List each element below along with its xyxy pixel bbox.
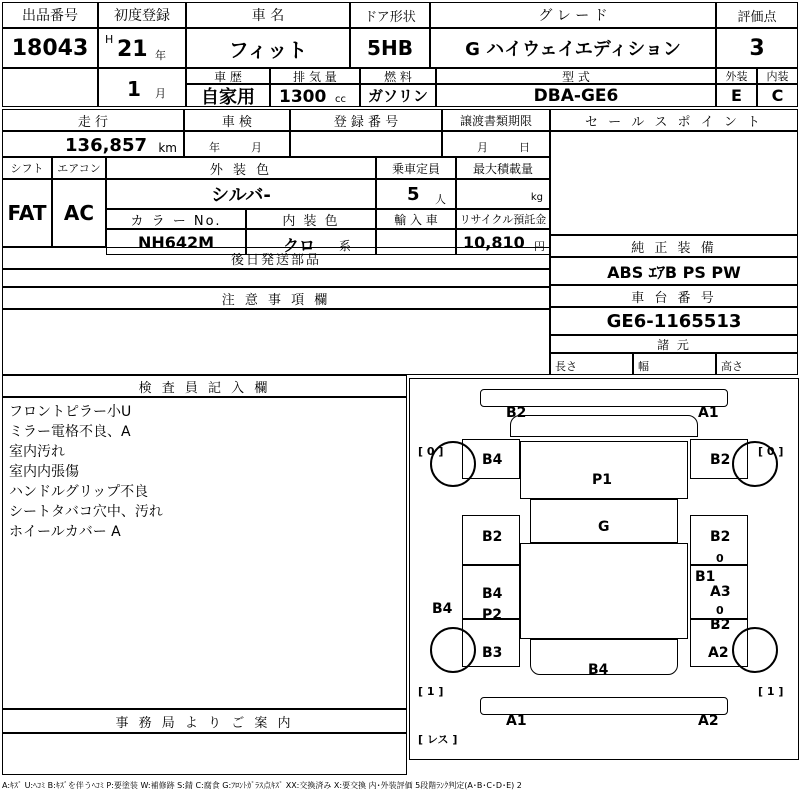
inspector-label: 検 査 員 記 入 欄 (2, 375, 407, 397)
caution-value (2, 309, 550, 375)
damage-mark: P2 (482, 607, 503, 623)
inspector-line: ミラー電格不良、A (9, 424, 131, 440)
reg-no-value (290, 131, 442, 157)
transfer-label: 譲渡書類期限 (442, 109, 550, 131)
damage-mark: B2 (710, 617, 731, 633)
disp-unit: cc (335, 94, 346, 105)
reg-month-cell (98, 68, 186, 107)
ext-color-label: 外 装 色 (106, 157, 376, 179)
damage-mark: 0 (716, 604, 724, 617)
ext-grade-value: E (716, 84, 757, 107)
color-no-label: カ ラ ー No. (106, 209, 246, 229)
damage-mark: B2 (710, 529, 731, 545)
damage-mark: B4 (588, 662, 609, 678)
shaken-month-unit: 月 (251, 141, 262, 154)
damage-mark: B4 (432, 601, 453, 617)
hood (510, 415, 698, 437)
transfer-month-unit: 月 (477, 141, 488, 154)
sales-point-value (550, 131, 798, 235)
later-ship-value (2, 269, 550, 287)
door-value: 5HB (350, 28, 430, 68)
seats-value (376, 179, 456, 209)
mileage-value (2, 131, 184, 157)
damage-mark: [ 1 ] (418, 685, 444, 698)
car-damage-diagram (409, 378, 799, 760)
mileage-unit: km (158, 141, 177, 155)
reg-month: 1 (127, 77, 141, 101)
era-mark: H (105, 33, 114, 46)
damage-mark: B2 (710, 452, 731, 468)
shift-value: FAT (2, 179, 52, 247)
int-color-label: 内 装 色 (246, 209, 376, 229)
damage-mark: B1 (695, 569, 716, 585)
grade-value: G ハイウェイエディション (430, 28, 716, 68)
first-reg-year-unit: 年 (155, 49, 166, 62)
damage-mark: A1 (698, 405, 719, 421)
first-reg-year: 21 (117, 37, 148, 62)
score-label: 評価点 (716, 2, 798, 28)
length-label (550, 353, 633, 375)
blank-cell-1 (2, 68, 98, 107)
car-name-label: 車 名 (186, 2, 350, 28)
ac-value: AC (52, 179, 106, 247)
damage-mark: [ 0 ] (418, 445, 444, 458)
score-value: 3 (716, 28, 798, 68)
first-reg-label: 初度登録 (98, 2, 186, 28)
length-text: 長さ (555, 360, 577, 373)
windshield (520, 441, 688, 499)
recycle-unit: 円 (534, 240, 545, 253)
damage-mark: [ 0 ] (758, 445, 784, 458)
damage-mark: A3 (710, 584, 731, 600)
transfer-day-unit: 日 (519, 141, 530, 154)
mileage-number: 136,857 (65, 135, 147, 156)
seats-unit: 人 (435, 193, 446, 206)
right-rear-wheel (732, 627, 778, 673)
inspector-line: ハンドルグリップ不良 (9, 484, 149, 500)
damage-mark: 0 (716, 552, 724, 565)
ext-color-value: シルバ- (106, 179, 376, 209)
equip-value: ABS ｴｱB PS PW (550, 257, 798, 285)
seats-number: 5 (407, 184, 420, 205)
damage-mark: B3 (482, 645, 503, 661)
inspector-line: フロントピラー小U (9, 404, 132, 420)
office-text (2, 733, 407, 775)
int-grade-label: 内装 (757, 68, 798, 84)
door-label: ドア形状 (350, 2, 430, 28)
legend-footer: A:ｷｽﾞ U:ﾍｺﾐ B:ｷｽﾞを伴うﾍｺﾐ P:要塗装 W:補修跡 S:錆 C:腐食 G:ﾌﾛﾝﾄｶﾞﾗｽ点ｷｽﾞ XX:交換済み X:要交換 内･外装評価 5段階ﾗﾝｸ判定(A･B･C･D･E) 2 (2, 781, 522, 790)
model-value: DBA-GE6 (436, 84, 716, 107)
center-body (520, 543, 688, 639)
lot-no-label: 出品番号 (2, 2, 98, 28)
height-label (716, 353, 798, 375)
shaken-label: 車 検 (184, 109, 290, 131)
fuel-label: 燃 料 (360, 68, 436, 84)
displacement-label: 排 気 量 (270, 68, 360, 84)
int-color-suffix: 系 (339, 239, 352, 253)
shaken-value (184, 131, 290, 157)
sales-point-label: セ ー ル ス ポ イ ン ト (550, 109, 798, 131)
reg-month-unit: 月 (155, 87, 166, 100)
ext-grade-label: 外装 (716, 68, 757, 84)
left-rear-wheel (430, 627, 476, 673)
dimensions-label: 諸 元 (550, 335, 798, 353)
damage-mark: B2 (506, 405, 527, 421)
max-load-value (456, 179, 550, 209)
inspector-notes (2, 397, 407, 709)
chassis-label: 車 台 番 号 (550, 285, 798, 307)
disp-number: 1300 (279, 87, 327, 107)
width-label (633, 353, 716, 375)
grade-label: グ レ ー ド (430, 2, 716, 28)
damage-mark: G (598, 519, 610, 535)
later-ship-label: 後日発送部品 (2, 247, 550, 269)
history-value: 自家用 (186, 84, 270, 107)
reg-no-label: 登 録 番 号 (290, 109, 442, 131)
int-color-text: クロ (283, 236, 316, 255)
shift-label: シフト (2, 157, 52, 179)
ac-label: エアコン (52, 157, 106, 179)
car-name-value: フィット (186, 28, 350, 68)
height-text: 高さ (721, 360, 743, 373)
damage-mark: A2 (698, 713, 719, 729)
damage-mark: B4 (482, 586, 503, 602)
recycle-label: リサイクル預託金 (456, 209, 550, 229)
office-label: 事 務 局 よ り ご 案 内 (2, 709, 407, 733)
inspector-line: 室内内張傷 (9, 464, 79, 480)
damage-mark: A1 (506, 713, 527, 729)
max-load-label: 最大積載量 (456, 157, 550, 179)
shaken-year-unit: 年 (209, 141, 220, 154)
equip-label: 純 正 装 備 (550, 235, 798, 257)
chassis-value: GE6-1165513 (550, 307, 798, 335)
mileage-label: 走 行 (2, 109, 184, 131)
inspector-line: 室内汚れ (9, 444, 65, 460)
damage-mark: [ レス ] (418, 733, 458, 746)
max-load-unit: kg (530, 192, 543, 203)
damage-mark: B4 (482, 452, 503, 468)
transfer-value (442, 131, 550, 157)
first-reg-value (98, 28, 186, 68)
fuel-value: ガソリン (360, 84, 436, 107)
width-text: 幅 (638, 360, 649, 373)
recycle-number: 10,810 (463, 233, 525, 252)
damage-mark: A2 (708, 645, 729, 661)
damage-mark: [ 1 ] (758, 685, 784, 698)
damage-mark: P1 (592, 472, 613, 488)
int-grade-value: C (757, 84, 798, 107)
inspector-line: シートタバコ穴中、汚れ (9, 504, 163, 520)
inspector-line: ホイールカバー A (9, 524, 121, 540)
color-no-value: NH642M (106, 229, 246, 255)
history-label: 車 歴 (186, 68, 270, 84)
displacement-value (270, 84, 360, 107)
lot-no-value: 18043 (2, 28, 98, 68)
import-label: 輸 入 車 (376, 209, 456, 229)
model-label: 型 式 (436, 68, 716, 84)
caution-label: 注 意 事 項 欄 (2, 287, 550, 309)
damage-mark: B2 (482, 529, 503, 545)
seats-label: 乗車定員 (376, 157, 456, 179)
